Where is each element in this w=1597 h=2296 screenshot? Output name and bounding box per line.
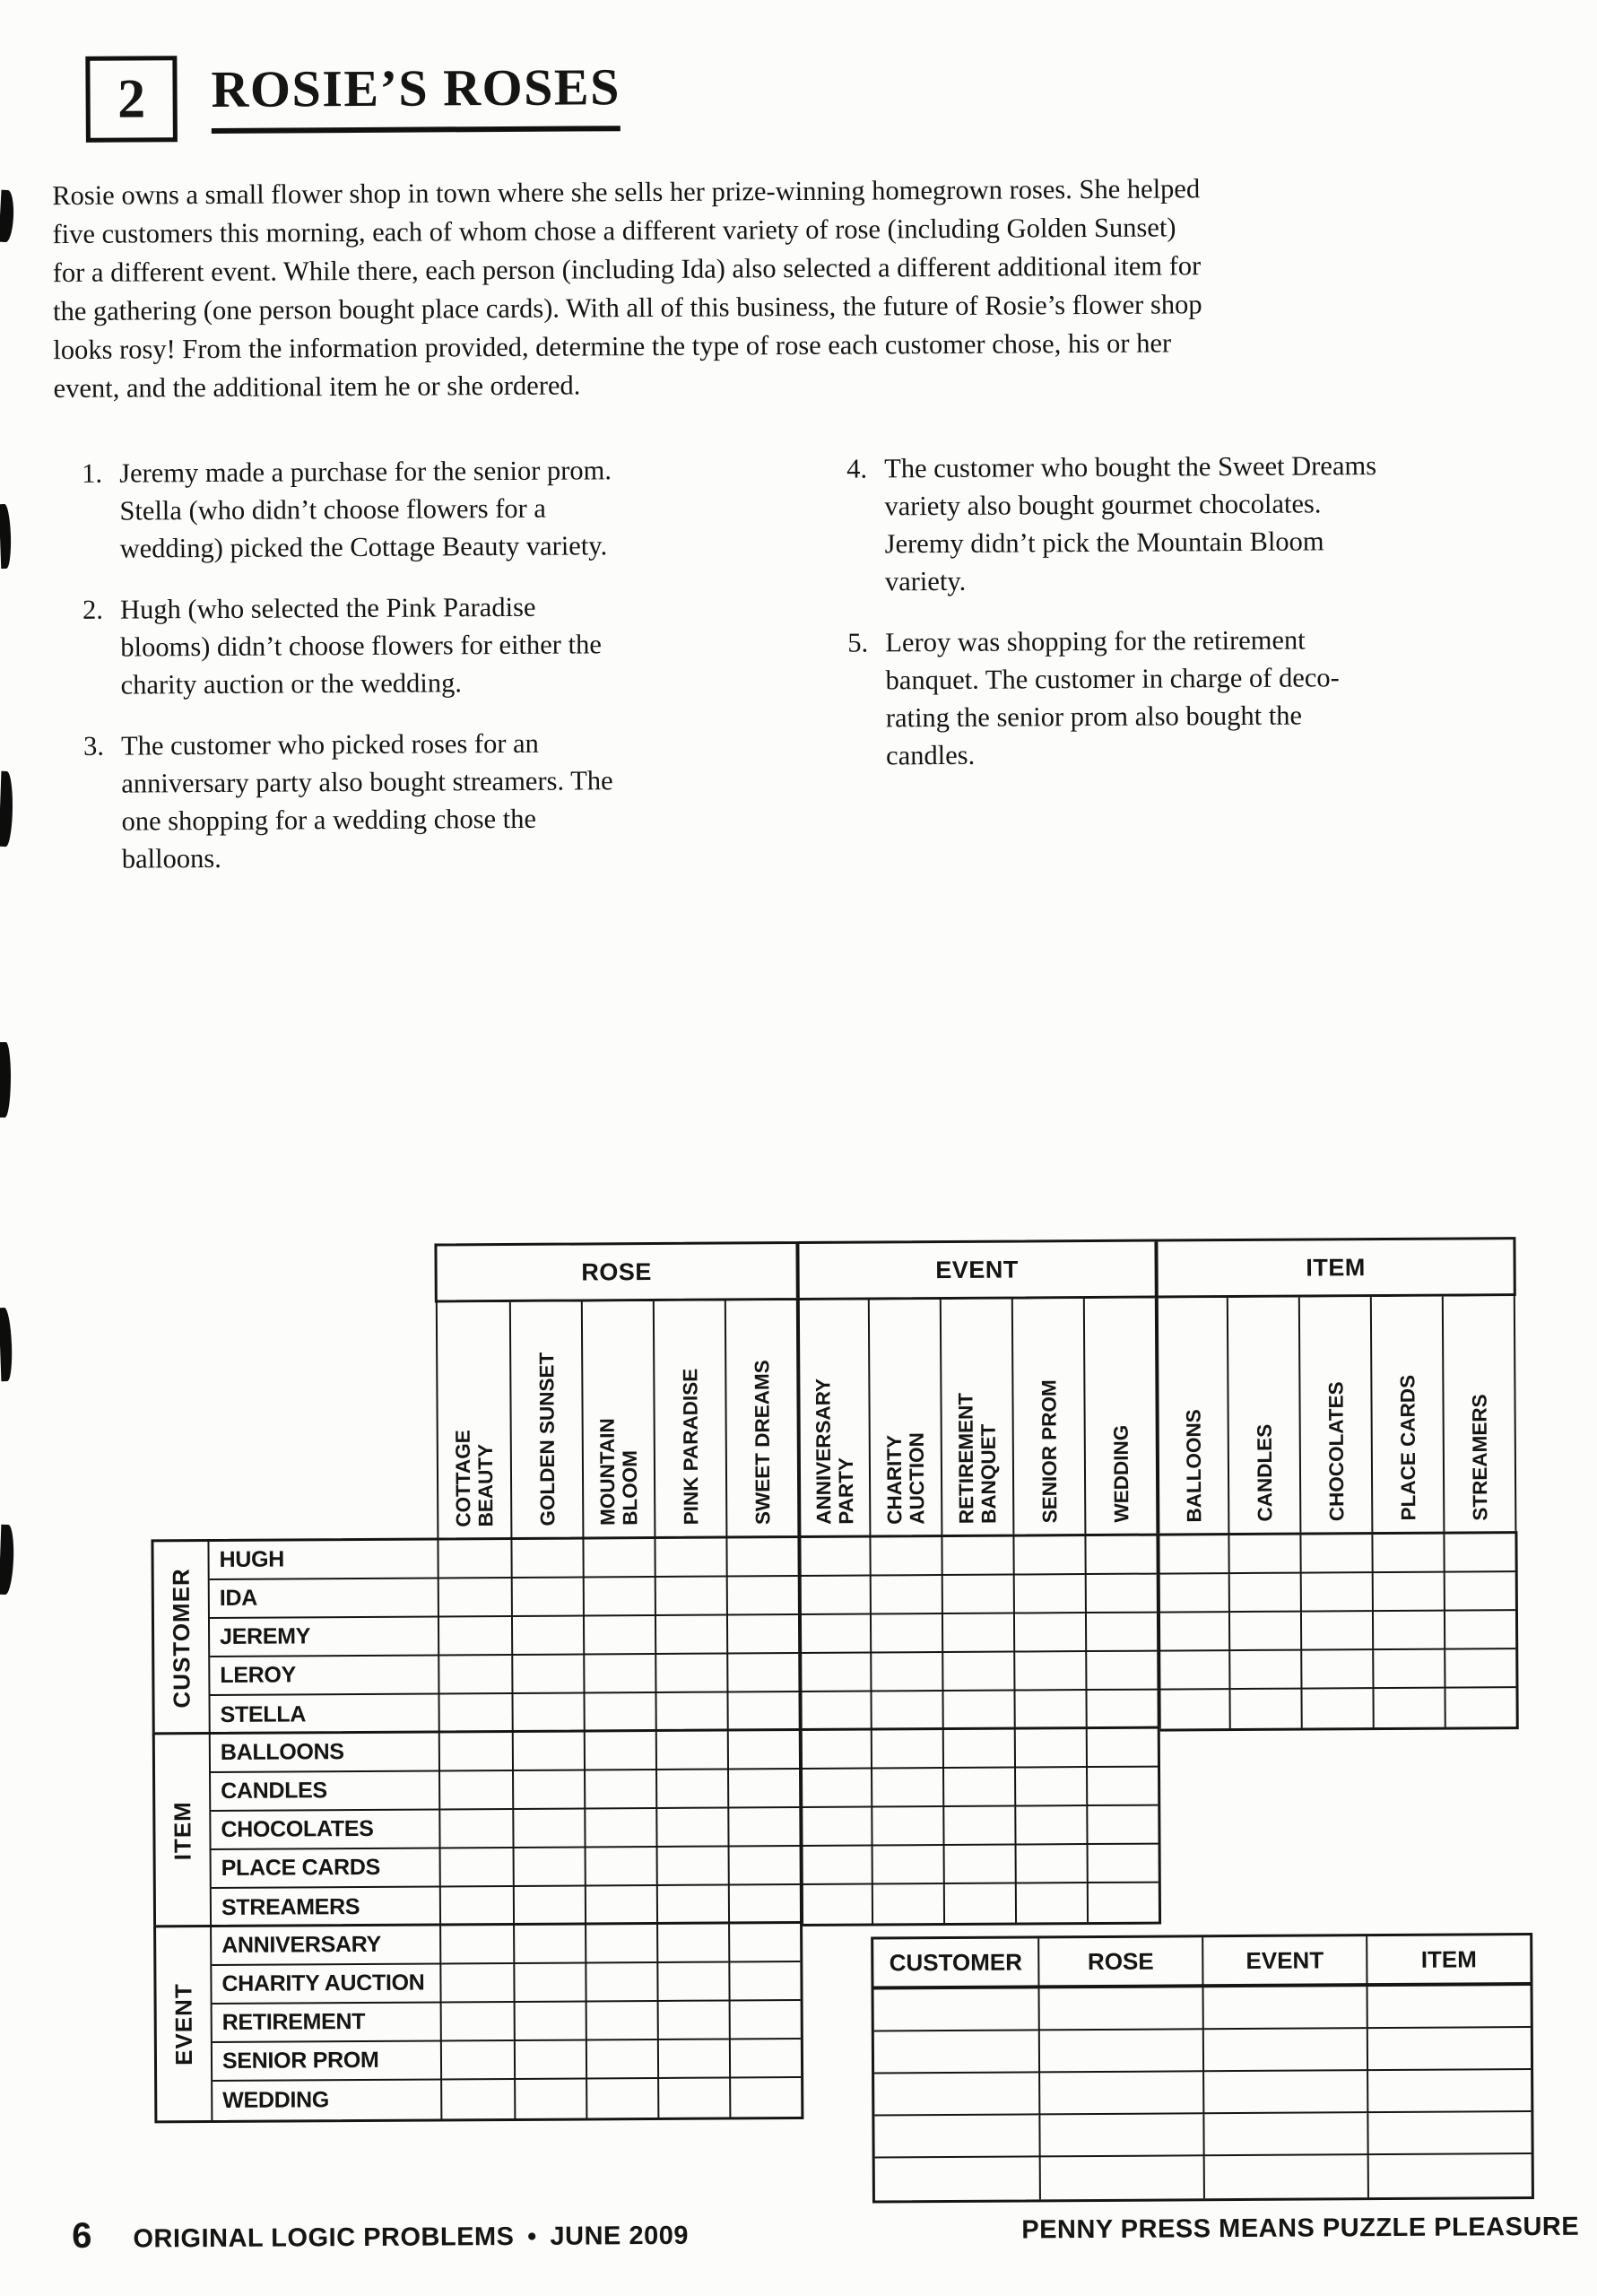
grid-cell[interactable]	[726, 1577, 798, 1615]
clue-text: Jeremy made a purchase for the senior prom. Stella (who didn’t choose flowers for a wedding) picked the Cottage Beauty variety.	[119, 455, 612, 564]
grid-cell[interactable]	[657, 2001, 729, 2039]
grid-cell[interactable]	[583, 1616, 655, 1655]
grid-cell[interactable]	[800, 1847, 872, 1885]
row-label: ANNIVERSARY	[212, 1926, 441, 1966]
grid-cell[interactable]	[442, 2003, 514, 2041]
solution-cell[interactable]	[875, 2157, 1039, 2200]
grid-cell[interactable]	[943, 1846, 1015, 1884]
column-header-cell	[438, 1302, 511, 1537]
grid-cell[interactable]	[1015, 1845, 1087, 1883]
solution-cell[interactable]	[1203, 2155, 1367, 2198]
column-header-label: SENIOR PROM	[1037, 1379, 1061, 1524]
row-label: SENIOR PROM	[213, 2041, 442, 2082]
grid-block-event	[153, 1921, 803, 2123]
column-header-label: CHOCOLATES	[1324, 1381, 1348, 1522]
grid-cell[interactable]	[798, 1577, 870, 1615]
row-label: HUGH	[209, 1540, 438, 1580]
grid-cell[interactable]	[656, 1962, 728, 2001]
solution-cell[interactable]	[1038, 2030, 1202, 2073]
grid-cell[interactable]	[439, 1617, 511, 1656]
column-header-label: CANDLES	[1253, 1423, 1276, 1522]
grid-cell[interactable]	[799, 1770, 871, 1808]
column-header-cell	[581, 1301, 655, 1536]
solution-header-cell: ROSE	[1037, 1937, 1202, 1988]
grid-cell[interactable]	[512, 1770, 584, 1809]
grid-cell[interactable]	[942, 1769, 1014, 1807]
grid-cell[interactable]	[441, 1964, 513, 2003]
grid-cell[interactable]	[942, 1730, 1014, 1769]
solution-header-cell: ITEM	[1366, 1935, 1530, 1987]
grid-cell[interactable]	[1013, 1575, 1085, 1613]
solution-cell[interactable]	[874, 2115, 1038, 2158]
grid-cell[interactable]	[1371, 1535, 1443, 1573]
grid-cell[interactable]	[440, 1771, 512, 1810]
footer-magazine-name: ORIGINAL LOGIC PROBLEMS	[133, 2222, 515, 2254]
grid-cell[interactable]	[725, 1538, 797, 1577]
grid-cell[interactable]	[729, 2001, 801, 2039]
grid-cell[interactable]	[942, 1692, 1013, 1730]
grid-cell[interactable]	[871, 1769, 942, 1807]
column-header-cell	[868, 1300, 942, 1535]
group-header-rose: ROSE	[581, 1257, 652, 1285]
row-label: RETIREMENT	[213, 2003, 442, 2043]
grid-cell[interactable]	[1014, 1768, 1086, 1806]
category-label-item: ITEM	[168, 1801, 196, 1861]
column-header-cell	[725, 1300, 798, 1535]
column-header-cell	[796, 1300, 870, 1535]
grid-cell[interactable]	[872, 1884, 943, 1923]
grid-cell[interactable]	[728, 1847, 800, 1885]
category-cell	[153, 1542, 210, 1735]
grid-cell[interactable]	[655, 1578, 726, 1616]
grid-cell[interactable]	[655, 1732, 727, 1770]
group-header-item: ITEM	[1154, 1239, 1513, 1295]
grid-cell[interactable]	[1372, 1612, 1444, 1650]
column-header-label: SWEET DREAMS	[750, 1360, 774, 1526]
grid-cell[interactable]	[799, 1808, 871, 1847]
solution-cell[interactable]	[1038, 1987, 1202, 2031]
category-label-customer: CUSTOMER	[167, 1568, 195, 1709]
solution-cell[interactable]	[1039, 2156, 1203, 2199]
grid-cell[interactable]	[1228, 1613, 1300, 1651]
grid-cell[interactable]	[1013, 1613, 1085, 1652]
grid-cell[interactable]	[726, 1615, 798, 1654]
grid-cell[interactable]	[585, 1886, 656, 1925]
grid-group-header-bar	[434, 1237, 1515, 1302]
grid-cell[interactable]	[942, 1614, 1013, 1653]
clue-number: 3.	[82, 730, 105, 761]
grid-cell[interactable]	[585, 1848, 656, 1886]
grid-cell[interactable]	[584, 1732, 655, 1770]
footer-date: JUNE 2009	[550, 2221, 690, 2251]
grid-cell[interactable]	[1372, 1650, 1444, 1689]
grid-cell[interactable]	[583, 1655, 655, 1693]
column-header-label: PINK PARADISE	[678, 1369, 702, 1526]
grid-cell[interactable]	[582, 1539, 654, 1578]
column-header-label: BALLOONS	[1182, 1408, 1205, 1523]
clue-item	[847, 621, 1440, 775]
grid-cell[interactable]	[1086, 1768, 1158, 1806]
grid-cell[interactable]	[1087, 1883, 1159, 1922]
grid-cell[interactable]	[1444, 1572, 1515, 1611]
clue-number: 1.	[82, 457, 103, 489]
grid-cell[interactable]	[439, 1578, 511, 1617]
clue-item	[82, 587, 675, 704]
grid-cell[interactable]	[1015, 1883, 1087, 1922]
grid-cell[interactable]	[1157, 1690, 1228, 1728]
grid-cell[interactable]	[513, 1886, 585, 1925]
grid-cell[interactable]	[586, 2002, 657, 2040]
grid-cell[interactable]	[439, 1694, 511, 1733]
category-cell	[156, 1927, 213, 2120]
grid-cell[interactable]	[729, 2078, 801, 2117]
footer-bullet-icon: ●	[526, 2226, 538, 2246]
grid-cell[interactable]	[513, 1925, 585, 1963]
grid-cell[interactable]	[656, 1885, 728, 1924]
grid-block-customer	[151, 1531, 1518, 1737]
solution-cell[interactable]	[1367, 1986, 1531, 2029]
grid-cell[interactable]	[584, 1770, 655, 1809]
grid-cell[interactable]	[586, 2040, 657, 2079]
grid-cell[interactable]	[442, 2080, 514, 2118]
grid-cell[interactable]	[726, 1654, 798, 1692]
grid-cell[interactable]	[440, 1810, 512, 1848]
grid-cell[interactable]	[942, 1653, 1013, 1692]
grid-cell[interactable]	[514, 2079, 586, 2118]
solution-cell[interactable]	[1367, 2154, 1532, 2197]
column-header-cell	[1155, 1298, 1228, 1533]
grid-cell[interactable]	[1300, 1573, 1372, 1612]
row-label: STELLA	[211, 1694, 440, 1735]
row-label: STREAMERS	[212, 1887, 441, 1927]
footer-page-number: 6	[72, 2215, 92, 2256]
grid-cell[interactable]	[655, 1809, 727, 1848]
column-header-cell	[509, 1301, 583, 1536]
grid-cell[interactable]	[442, 2041, 514, 2080]
grid-cell[interactable]	[1157, 1613, 1228, 1651]
grid-cell[interactable]	[799, 1731, 871, 1770]
column-header-label: RETIREMENT BANQUET	[954, 1392, 1001, 1524]
grid-cell[interactable]	[1013, 1652, 1085, 1691]
clue-text: The customer who bought the Sweet Dreams variety also bought gourmet chocolates. Jeremy didn’t pick the Mountain Bloom variety.	[884, 450, 1377, 597]
row-label: CHARITY AUCTION	[212, 1964, 441, 2005]
row-label: WEDDING	[213, 2080, 442, 2120]
grid-cell[interactable]	[510, 1539, 582, 1578]
column-header-cell	[1298, 1297, 1372, 1532]
grid-cell[interactable]	[798, 1654, 870, 1692]
row-label: LEROY	[210, 1656, 439, 1696]
grid-cell[interactable]	[797, 1538, 869, 1577]
clue-number: 2.	[82, 594, 104, 625]
grid-cell[interactable]	[439, 1656, 511, 1694]
column-header-label: COTTAGE BEAUTY	[451, 1429, 498, 1527]
page-title: ROSIE’S ROSES	[211, 57, 621, 134]
grid-cell[interactable]	[512, 1732, 584, 1770]
grid-cell[interactable]	[585, 1963, 656, 2002]
footer-right-text: PENNY PRESS MEANS PUZZLE PLEASURE	[1021, 2212, 1580, 2245]
clue-item	[83, 724, 676, 878]
solution-cell[interactable]	[1202, 1987, 1367, 2030]
grid-cell[interactable]	[655, 1770, 727, 1809]
footer-left	[72, 2213, 689, 2257]
column-header-label: GOLDEN SUNSET	[534, 1352, 559, 1526]
column-header-label: MOUNTAIN BLOOM	[595, 1418, 642, 1526]
grid-column-headers	[436, 1296, 1517, 1537]
grid-cell[interactable]	[441, 1887, 513, 1926]
column-header-label: WEDDING	[1109, 1424, 1133, 1523]
grid-cell[interactable]	[942, 1576, 1013, 1614]
row-label: BALLOONS	[211, 1733, 440, 1773]
grid-cell[interactable]	[1300, 1689, 1372, 1727]
column-header-label: ANNIVERSARY PARTY	[812, 1378, 858, 1525]
grid-cell[interactable]	[1228, 1690, 1300, 1728]
solution-cell[interactable]	[1367, 2112, 1531, 2155]
grid-cell[interactable]	[1372, 1573, 1444, 1612]
grid-cell[interactable]	[798, 1692, 870, 1731]
grid-cell[interactable]	[1157, 1574, 1228, 1613]
row-label: JEREMY	[210, 1617, 439, 1657]
grid-cell[interactable]	[870, 1692, 942, 1730]
grid-cell[interactable]	[1157, 1651, 1228, 1690]
grid-cell[interactable]	[729, 2039, 801, 2078]
grid-cell[interactable]	[441, 1926, 513, 1964]
grid-cell[interactable]	[1443, 1534, 1515, 1572]
grid-cell[interactable]	[870, 1653, 942, 1692]
grid-cell[interactable]	[942, 1807, 1014, 1846]
grid-cell[interactable]	[511, 1693, 583, 1732]
grid-cell[interactable]	[941, 1537, 1012, 1576]
grid-cell[interactable]	[514, 2040, 586, 2079]
grid-cell[interactable]	[1084, 1536, 1156, 1575]
grid-cell[interactable]	[1299, 1535, 1371, 1573]
grid-cell[interactable]	[513, 1963, 585, 2002]
grid-cell[interactable]	[585, 1925, 656, 1963]
clue-number: 5.	[847, 627, 869, 658]
grid-cell[interactable]	[656, 1924, 728, 1962]
clues-column-1	[82, 451, 676, 901]
solution-cell[interactable]	[1038, 2072, 1202, 2115]
solution-table	[871, 1933, 1534, 2204]
category-label-event: EVENT	[169, 1982, 197, 2066]
column-header-label: PLACE CARDS	[1395, 1375, 1419, 1521]
grid-cell[interactable]	[870, 1614, 942, 1653]
grid-cell[interactable]	[657, 2039, 729, 2078]
grid-cell[interactable]	[1085, 1652, 1157, 1691]
grid-cell[interactable]	[1444, 1688, 1515, 1726]
grid-cell[interactable]	[798, 1615, 870, 1654]
grid-cell[interactable]	[728, 1885, 800, 1924]
grid-cell[interactable]	[655, 1616, 726, 1655]
grid-cell[interactable]	[943, 1884, 1015, 1923]
puzzle-number-badge: 2	[85, 56, 178, 143]
column-header-cell	[1083, 1299, 1157, 1534]
grid-cell[interactable]	[1228, 1574, 1300, 1613]
column-header-label: CHARITY AUCTION	[882, 1431, 929, 1525]
grid-cell[interactable]	[438, 1540, 510, 1578]
grid-cell[interactable]	[1085, 1691, 1157, 1729]
grid-cell[interactable]	[1013, 1691, 1085, 1729]
clue-number: 4.	[846, 453, 868, 484]
grid-cell[interactable]	[1228, 1535, 1299, 1574]
grid-cell[interactable]	[728, 1924, 800, 1962]
column-header-cell	[1227, 1298, 1300, 1533]
grid-cell[interactable]	[514, 2002, 586, 2040]
grid-cell[interactable]	[727, 1808, 799, 1847]
grid-cell[interactable]	[1086, 1729, 1158, 1768]
grid-cell[interactable]	[1228, 1651, 1300, 1690]
grid-cell[interactable]	[654, 1539, 725, 1578]
grid-cell[interactable]	[1300, 1612, 1372, 1650]
grid-cell[interactable]	[1085, 1613, 1157, 1652]
grid-cell[interactable]	[1014, 1806, 1086, 1845]
column-header-cell	[653, 1301, 726, 1536]
grid-cell[interactable]	[727, 1731, 799, 1770]
clue-item	[846, 447, 1439, 601]
page-footer	[7, 2207, 1597, 2258]
solution-header-cell: CUSTOMER	[873, 1938, 1037, 1989]
grid-cell[interactable]	[871, 1730, 942, 1769]
grid-cell[interactable]	[726, 1692, 798, 1731]
grid-block-item	[152, 1726, 1161, 1931]
row-label: CHOCOLATES	[211, 1810, 440, 1850]
grid-cell[interactable]	[1014, 1729, 1086, 1768]
solution-cell[interactable]	[874, 1988, 1038, 2031]
solution-cell[interactable]	[1202, 2071, 1367, 2114]
clue-text: The customer who picked roses for an anniversary party also bought streamers. The one shopping for a wedding chose the balloons.	[120, 727, 613, 874]
grid-cell[interactable]	[583, 1578, 655, 1616]
grid-cell[interactable]	[441, 1848, 513, 1887]
row-label: IDA	[210, 1578, 439, 1619]
grid-cell[interactable]	[584, 1809, 655, 1848]
column-header-cell	[1370, 1297, 1444, 1532]
group-header-event: EVENT	[795, 1242, 1154, 1298]
grid-cell[interactable]	[1444, 1649, 1515, 1688]
grid-cell[interactable]	[1086, 1806, 1158, 1845]
footer-left-text	[133, 2222, 689, 2255]
grid-cell[interactable]	[511, 1616, 583, 1655]
clue-text: Hugh (who selected the Pink Paradise blooms) didn’t choose flowers for either the charity auction or the wedding.	[119, 591, 602, 700]
solution-cell[interactable]	[1202, 2029, 1367, 2072]
row-label: CANDLES	[211, 1771, 440, 1812]
grid-cell[interactable]	[1300, 1650, 1372, 1689]
column-header-cell	[1442, 1296, 1515, 1531]
grid-cell[interactable]	[656, 1847, 728, 1885]
column-header-cell	[940, 1300, 1013, 1535]
grid-cell[interactable]	[872, 1846, 943, 1884]
solution-cell[interactable]	[1038, 2114, 1202, 2157]
grid-cell[interactable]	[1012, 1536, 1084, 1575]
row-label: PLACE CARDS	[212, 1848, 441, 1889]
grid-cell[interactable]	[1156, 1535, 1228, 1574]
grid-cell[interactable]	[1444, 1611, 1515, 1649]
column-header-label: STREAMERS	[1467, 1394, 1491, 1521]
solution-cell[interactable]	[1202, 2113, 1367, 2156]
grid-cell[interactable]	[511, 1655, 583, 1693]
grid-cell[interactable]	[1087, 1845, 1159, 1883]
grid-cell[interactable]	[440, 1733, 512, 1771]
grid-cell[interactable]	[512, 1809, 584, 1848]
clues-column-2	[846, 447, 1440, 798]
clue-text: Leroy was shopping for the retirement banquet. The customer in charge of deco- rating the senior prom also bought the candles.	[885, 624, 1340, 771]
grid-cell[interactable]	[511, 1578, 583, 1616]
solution-header-cell: EVENT	[1202, 1936, 1366, 1987]
grid-cell[interactable]	[871, 1807, 942, 1846]
intro-paragraph: Rosie owns a small flower shop in town where she sells her prize-winning homegrown roses. She helped five customers this morning, each of whom chose a different variety of rose (including Golden Sunset) for a different event. While there, each person (including Ida) also selected a different additional item for the gathering (one person bought place cards). With all of this business, the future of Rosie’s flower shop looks rosy! From the information provided, determine the type of rose each customer chose, his or her event, and the additional item he or she ordered.	[52, 173, 1202, 404]
solution-cell[interactable]	[874, 2031, 1038, 2074]
column-header-cell	[1011, 1299, 1085, 1534]
grid-cell[interactable]	[583, 1693, 655, 1732]
grid-cell[interactable]	[655, 1693, 726, 1732]
solution-cell[interactable]	[874, 2073, 1038, 2116]
grid-cell[interactable]	[728, 1962, 800, 2001]
clue-item	[82, 451, 674, 568]
grid-cell[interactable]	[657, 2078, 729, 2117]
grid-cell[interactable]	[655, 1655, 726, 1693]
grid-cell[interactable]	[1085, 1575, 1157, 1613]
grid-cell[interactable]	[727, 1770, 799, 1808]
grid-cell[interactable]	[870, 1576, 942, 1614]
grid-cell[interactable]	[800, 1885, 872, 1924]
solution-cell[interactable]	[1367, 2070, 1531, 2113]
grid-cell[interactable]	[513, 1848, 585, 1886]
grid-cell[interactable]	[869, 1537, 941, 1576]
grid-cell[interactable]	[1372, 1689, 1444, 1727]
grid-cell[interactable]	[586, 2079, 657, 2118]
solution-cell[interactable]	[1367, 2028, 1531, 2071]
category-cell	[155, 1735, 212, 1927]
